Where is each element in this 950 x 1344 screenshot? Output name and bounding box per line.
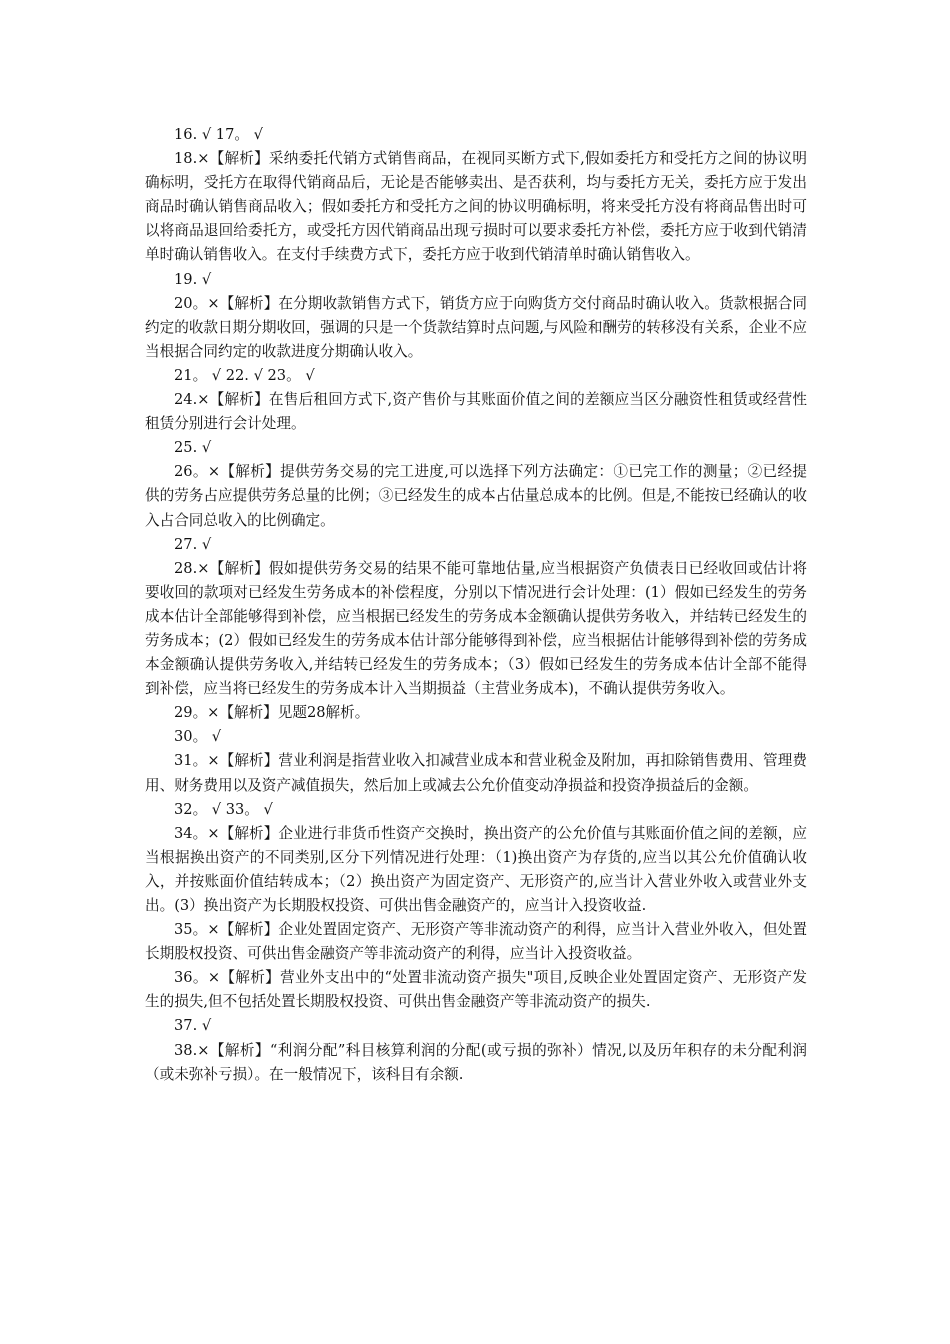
document-body <box>145 123 807 1087</box>
answer-38: 38.×【解析】“利润分配”科目核算利润的分配(或亏损的弥补）情况,以及历年积存的未分配利润（或未弥补亏损）。在一般情况下，该科目有余额. <box>145 1041 807 1083</box>
answer-27: 27. √ <box>174 535 212 553</box>
answer-37: 37. √ <box>174 1017 212 1035</box>
answer-36: 36。×【解析】营业外支出中的“处置非流动资产损失"项目,反映企业处置固定资产、无形资产发生的损失,但不包括处置长期股权投资、可供出售金融资产等非流动资产的损失. <box>145 969 807 1011</box>
answer-24: 24.×【解析】在售后租回方式下,资产售价与其账面价值之间的差额应当区分融资性租赁或经营性租赁分别进行会计处理。 <box>145 391 807 433</box>
answer-21-23: 21。 √ 22. √ 23。 √ <box>174 366 315 384</box>
answer-19: 19. √ <box>174 270 212 288</box>
answer-16-17: 16. √ 17。 √ <box>174 126 263 143</box>
answer-25: 25. √ <box>174 439 212 457</box>
answer-18: 18.×【解析】采纳委托代销方式销售商品，在视同买断方式下,假如委托方和受托方之间的协议明确标明，受托方在取得代销商品后，无论是否能够卖出、是否获利，均与委托方无关，委托方应于发出商品时确认销售商品收入；假如委托方和受托方之间的协议明确标明，将来受托方没有将商品售出时可以将商品退回给委托方，或受托方因代销商品出现亏损时可以要求委托方补偿，委托方应于收到代销清单时确认销售收入。在支付手续费方式下，委托方应于收到代销清单时确认销售收入。 <box>145 150 807 264</box>
answer-34: 34。×【解析】企业进行非货币性资产交换时，换出资产的公允价值与其账面价值之间的差额，应当根据换出资产的不同类别,区分下列情况进行处理：（1)换出资产为存货的,应当以其公允价值确认收入，并按账面价值结转成本；（2）换出资产为固定资产、无形资产的,应当计入营业外收入或营业外支出。(3）换出资产为长期股权投资、可供出售金融资产的，应当计入投资收益. <box>145 824 807 914</box>
answer-30: 30。 √ <box>174 728 222 746</box>
answer-26: 26。×【解析】提供劳务交易的完工进度,可以选择下列方法确定：①已完工作的测量；②已经提供的劳务占应提供劳务总量的比例；③已经发生的成本占估量总成本的比例。但是,不能按已经确认的收入占合同总收入的比例确定。 <box>145 463 807 529</box>
answer-31: 31。×【解析】营业利润是指营业收入扣减营业成本和营业税金及附加，再扣除销售费用、管理费用、财务费用以及资产减值损失，然后加上或减去公允价值变动净损益和投资净损益后的金额。 <box>145 752 807 794</box>
answer-28: 28.×【解析】假如提供劳务交易的结果不能可靠地估量,应当根据资产负债表日已经收回或估计将要收回的款项对已经发生劳务成本的补偿程度，分别以下情况进行会计处理：(1）假如已经发生的劳务成本估计全部能够得到补偿，应当根据已经发生的劳务成本金额确认提供劳务收入，并结转已经发生的劳务成本；(2）假如已经发生的劳务成本估计部分能够得到补偿，应当根据估计能够得到补偿的劳务成本金额确认提供劳务收入,并结转已经发生的劳务成本；（3）假如已经发生的劳务成本估计全部不能得到补偿，应当将已经发生的劳务成本计入当期损益（主营业务成本)，不确认提供劳务收入。 <box>145 559 807 698</box>
answer-35: 35。×【解析】企业处置固定资产、无形资产等非流动资产的利得，应当计入营业外收入，但处置长期股权投资、可供出售金融资产等非流动资产的利得，应当计入投资收益。 <box>145 921 807 963</box>
answer-29: 29。×【解析】见题28解析。 <box>174 704 370 722</box>
answer-32-33: 32。 √ 33。 √ <box>174 800 273 818</box>
answer-20: 20。×【解析】在分期收款销售方式下，销货方应于向购货方交付商品时确认收入。货款根据合同约定的收款日期分期收回，强调的只是一个货款结算时点问题,与风险和酬劳的转移没有关系，企业不应当根据合同约定的收款进度分期确认收入。 <box>145 294 807 360</box>
